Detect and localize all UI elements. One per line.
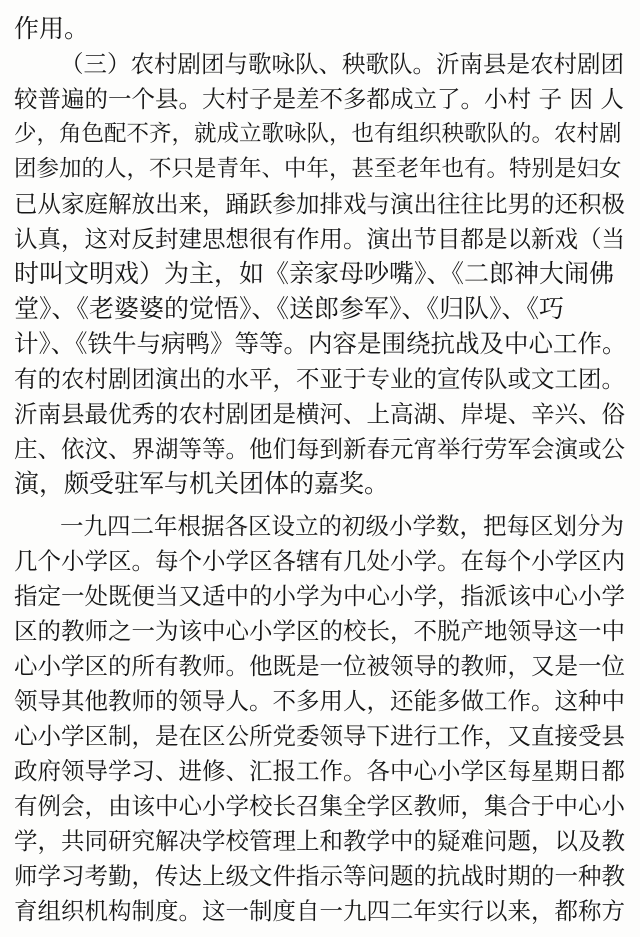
text-line: 几个小学区。每个小学区各辖有几处小学。在每个小学区内 — [14, 547, 625, 575]
text-line: 学，共同研究解决学校管理上和教学中的疑难问题，以及教 — [14, 827, 625, 855]
text-line: 育组织机构制度。这一制度自一九四二年实行以来，都称方 — [14, 897, 625, 925]
text-line: 少，角色配不齐，就成立歌咏队，也有组织秧歌队的。农村剧 — [14, 121, 622, 147]
text-line: 堂》、《老婆婆的觉悟》、《送郎参军》、《归队》、《巧 — [14, 294, 565, 323]
text-line: 有的农村剧团演出的水平，不亚于专业的宣传队或文工团。 — [14, 365, 625, 393]
text-line: 认真，这对反封建思想很有作用。演出节目都是以新戏（当 — [14, 225, 625, 253]
text-line: 时叫文明戏）为主，如《亲家母吵嘴》、《二郎神大闹佛 — [14, 259, 615, 288]
text-line: 较普遍的一个县。大村子是差不多都成立了。小村 子 因 人 — [14, 85, 624, 113]
text-line: 指定一处既便当又适中的小学为中心小学，指派该中心小学 — [14, 582, 625, 610]
text-line: 沂南县最优秀的农村剧团是横河、上高湖、岸堤、辛兴、俗 — [14, 400, 625, 428]
text-line: 师学习考勤，传达上级文件指示等问题的抗战时期的一种教 — [14, 862, 625, 890]
text-line: 领导其他教师的领导人。不多用人，还能多做工作。这种中 — [14, 687, 625, 715]
text-line: （三）农村剧团与歌咏队、秧歌队。沂南县是农村剧团 — [60, 50, 624, 78]
text-line: 一九四二年根据各区设立的初级小学数，把每区划分为 — [60, 512, 624, 540]
text-line: 团参加的人，不只是青年、中年，甚至老年也有。特别是妇女 — [14, 156, 622, 182]
text-line: 计》、《铁牛与病鸭》等等。内容是围绕抗战及中心工作。 — [14, 329, 627, 358]
text-line: 心小学区的所有教师。他既是一位被领导的教师，又是一位 — [14, 652, 625, 680]
text-line: 已从家庭解放出来，踊跃参加排戏与演出往往比男的还积极 — [14, 190, 625, 218]
text-line: 作用。 — [14, 14, 90, 43]
text-line: 庄、依汶、界湖等等。他们每到新春元宵举行劳军会演或公 — [14, 435, 625, 463]
text-line: 政府领导学习、进修、汇报工作。各中心小学区每星期日都 — [14, 757, 625, 785]
text-line: 演，颇受驻军与机关团体的嘉奖。 — [14, 469, 390, 498]
text-line: 有例会，由该中心小学校长召集全学区教师，集合于中心小 — [14, 792, 625, 820]
text-line: 区的教师之一为该中心小学区的校长，不脱产地领导这一中 — [14, 617, 625, 645]
text-line: 心小学区制，是在区公所党委领导下进行工作，又直接受县 — [14, 722, 625, 750]
